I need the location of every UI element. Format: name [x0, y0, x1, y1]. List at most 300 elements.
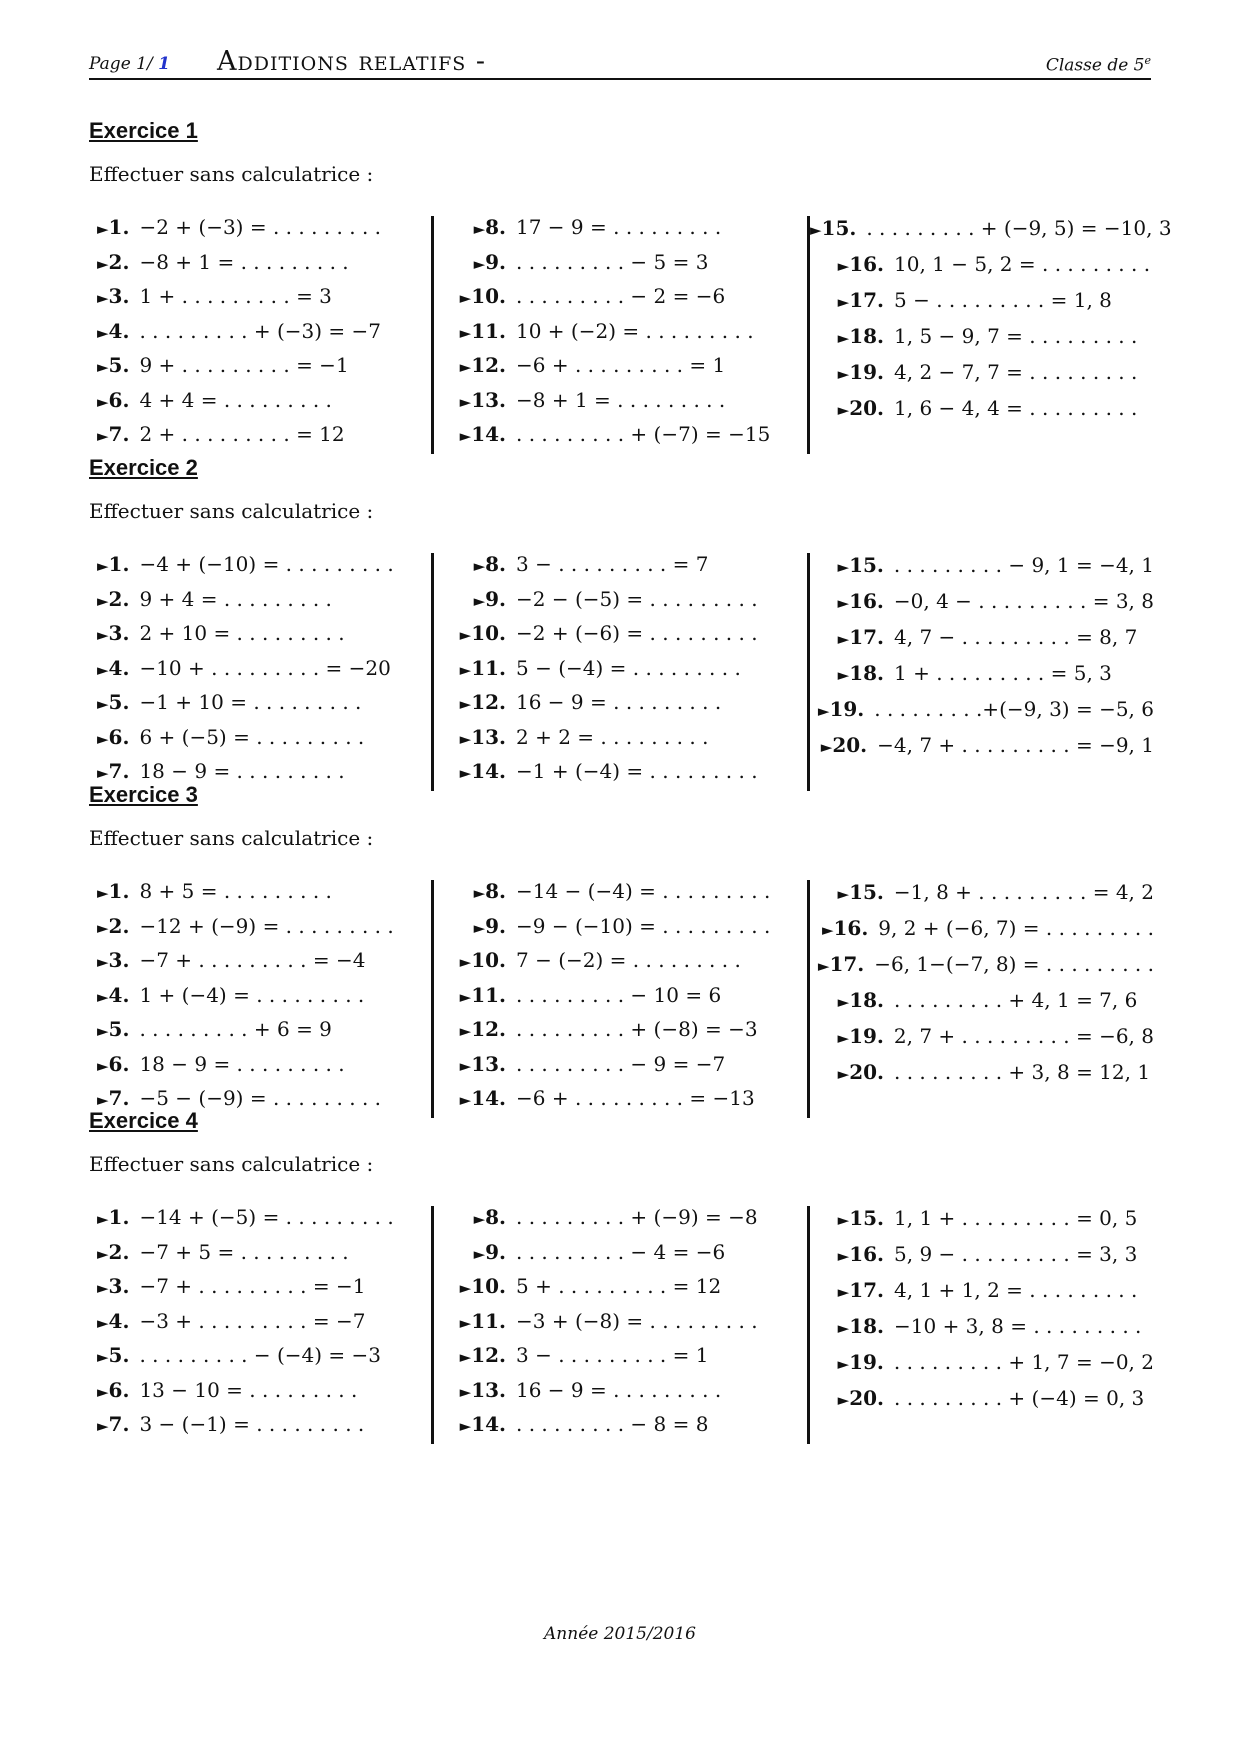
play-arrow-icon: ► [97, 1348, 109, 1366]
item-number [434, 943, 516, 978]
item-number [434, 582, 516, 617]
exercise-column [431, 553, 810, 791]
play-arrow-icon: ► [97, 392, 109, 411]
exercise-item [434, 720, 810, 755]
play-arrow-icon: ► [837, 993, 850, 1011]
exercise-section [89, 455, 1154, 791]
play-arrow-icon: ► [97, 323, 109, 342]
item-number-text: 19. [829, 697, 865, 721]
exercise-columns [89, 1205, 1154, 1444]
item-number [97, 1235, 139, 1270]
exercise-item [89, 874, 431, 909]
play-arrow-icon: ► [837, 1029, 850, 1047]
item-number-text: 9. [485, 1239, 506, 1264]
item-number-text: 5. [108, 1343, 130, 1367]
item-expression: 4, 1 + 1, 2 = . . . . . . . . . [894, 1278, 1138, 1302]
item-expression: 9, 2 + (−6, 7) = . . . . . . . . . [878, 916, 1154, 940]
item-expression: 2 + 10 = . . . . . . . . . [139, 621, 345, 645]
exercise-item-list [434, 874, 810, 1116]
item-number-text: 3. [108, 1274, 130, 1298]
item-number [97, 685, 139, 720]
item-number [434, 348, 516, 383]
exercise-item [810, 318, 1154, 354]
item-expression: −6 + . . . . . . . . . = −13 [516, 1086, 755, 1110]
item-expression: −12 + (−9) = . . . . . . . . . [139, 913, 394, 938]
item-number [97, 582, 139, 617]
item-expression: 2 + 2 = . . . . . . . . . [516, 724, 709, 749]
exercise-item [810, 1236, 1154, 1272]
exercise-item [89, 1304, 431, 1339]
item-number [97, 1304, 139, 1339]
item-number [434, 720, 516, 755]
exercise-item [434, 616, 810, 651]
item-number-text: 20. [832, 733, 868, 757]
item-expression: 3 − . . . . . . . . . = 1 [516, 1343, 709, 1367]
exercise-column [431, 880, 810, 1118]
page-header [89, 42, 1151, 80]
item-number [97, 720, 139, 755]
exercise-item [810, 1344, 1154, 1380]
play-arrow-icon: ► [97, 626, 109, 644]
item-expression: −7 + . . . . . . . . . = −1 [139, 1274, 366, 1298]
exercise-item-list [89, 210, 431, 452]
item-number-text: 11. [471, 318, 506, 343]
item-number [97, 547, 139, 582]
play-arrow-icon: ► [97, 254, 109, 273]
exercise-item [89, 348, 431, 383]
item-number [97, 348, 139, 383]
exercise-item [434, 909, 810, 944]
item-expression: 1 + . . . . . . . . . = 3 [139, 284, 332, 308]
play-arrow-icon: ► [837, 630, 850, 648]
item-number-text: 11. [471, 1308, 506, 1333]
play-arrow-icon: ► [459, 660, 472, 679]
item-expression: −10 + 3, 8 = . . . . . . . . . [894, 1314, 1142, 1338]
item-number [434, 210, 516, 245]
play-arrow-icon: ► [459, 1313, 472, 1332]
exercise-item [89, 943, 431, 978]
play-arrow-icon: ► [97, 427, 109, 445]
item-number-text: 17. [829, 952, 865, 976]
item-number [810, 1272, 894, 1308]
play-arrow-icon: ► [459, 764, 472, 782]
exercise-item [434, 1373, 810, 1408]
exercise-item-list [89, 874, 431, 1116]
item-number [810, 1344, 894, 1380]
item-expression: 18 − 9 = . . . . . . . . . [139, 1051, 345, 1076]
item-number-text: 6. [108, 387, 130, 412]
item-expression: 1 + (−4) = . . . . . . . . . [139, 982, 365, 1007]
item-expression: . . . . . . . . . + (−9) = −8 [516, 1205, 758, 1229]
exercise-column [89, 216, 431, 454]
item-number [434, 547, 516, 582]
exercise-item [810, 1380, 1154, 1416]
item-expression: 17 − 9 = . . . . . . . . . [516, 215, 722, 239]
item-number [97, 1269, 139, 1304]
play-arrow-icon: ► [837, 329, 850, 347]
item-number-text: 10. [471, 621, 506, 645]
item-number-text: 1. [108, 215, 130, 239]
item-number-text: 5. [108, 1017, 130, 1041]
item-number [434, 616, 516, 651]
exercise-item [89, 1407, 431, 1442]
exercise-title: Exercice 1 [89, 118, 198, 143]
exercise-item [810, 727, 1154, 763]
item-number-text: 12. [471, 1343, 506, 1367]
play-arrow-icon: ► [459, 392, 472, 411]
play-arrow-icon: ► [97, 1279, 109, 1297]
item-number [97, 1047, 139, 1082]
item-number [434, 1200, 516, 1235]
item-number-text: 14. [471, 422, 506, 446]
play-arrow-icon: ► [97, 289, 109, 307]
item-number-text: 19. [849, 1024, 884, 1048]
item-number-text: 18. [849, 661, 884, 685]
exercise-item [810, 655, 1154, 691]
item-number-text: 7. [108, 759, 130, 783]
item-number-text: 7. [108, 1086, 130, 1110]
item-expression: −14 − (−4) = . . . . . . . . . [516, 879, 771, 903]
item-expression: −8 + 1 = . . . . . . . . . [139, 249, 349, 274]
exercise-item [810, 1054, 1154, 1090]
item-number [434, 383, 516, 418]
item-expression: 10 + (−2) = . . . . . . . . . [516, 318, 754, 343]
item-number [97, 651, 139, 686]
exercise-item [89, 547, 431, 582]
exercise-item [89, 383, 431, 418]
play-arrow-icon: ► [837, 1283, 850, 1301]
item-number [810, 318, 894, 354]
exercise-item [810, 547, 1154, 583]
item-expression: 10, 1 − 5, 2 = . . . . . . . . . [894, 252, 1151, 276]
item-number [97, 279, 139, 314]
play-arrow-icon: ► [817, 702, 830, 720]
item-expression: . . . . . . . . . − 2 = −6 [516, 284, 726, 308]
item-number [97, 383, 139, 418]
exercise-item [434, 874, 810, 909]
play-arrow-icon: ► [97, 1313, 109, 1332]
exercise-item-list [89, 1200, 431, 1442]
class-level [1046, 54, 1151, 76]
item-expression: 7 − (−2) = . . . . . . . . . [516, 948, 741, 972]
exercise-item [89, 1235, 431, 1270]
item-number-text: 5. [108, 353, 130, 377]
exercise-column [89, 880, 431, 1118]
item-number-text: 9. [485, 913, 506, 938]
item-number [434, 685, 516, 720]
play-arrow-icon: ► [837, 1247, 850, 1265]
play-arrow-icon: ► [97, 591, 109, 610]
item-expression: . . . . . . . . . − 4 = −6 [516, 1239, 726, 1264]
item-expression: 16 − 9 = . . . . . . . . . [516, 690, 722, 714]
item-expression: −5 − (−9) = . . . . . . . . . [139, 1086, 382, 1110]
item-number [97, 943, 139, 978]
exercise-item [434, 314, 810, 349]
exercise-item [810, 210, 1172, 246]
item-expression: . . . . . . . . . + (−8) = −3 [516, 1017, 758, 1041]
item-number-text: 4. [108, 655, 130, 680]
item-expression: . . . . . . . . . + (−3) = −7 [139, 318, 382, 343]
item-number [434, 909, 516, 944]
exercise-item [810, 910, 1154, 946]
item-number-text: 16. [849, 252, 884, 276]
item-expression: 5 − (−4) = . . . . . . . . . [516, 655, 741, 680]
item-number [434, 1373, 516, 1408]
play-arrow-icon: ► [97, 557, 109, 575]
item-expression: 1, 5 − 9, 7 = . . . . . . . . . [894, 324, 1138, 348]
play-arrow-icon: ► [459, 1279, 472, 1297]
document-title: Additions relatifs - [217, 46, 487, 77]
exercise-item [810, 1308, 1154, 1344]
item-number-text: 3. [108, 948, 130, 972]
item-number-text: 3. [108, 621, 130, 645]
item-expression: . . . . . . . . .+(−9, 3) = −5, 6 [874, 697, 1154, 721]
item-number [97, 245, 139, 280]
item-number-text: 16. [849, 1242, 884, 1266]
item-number [434, 1304, 516, 1339]
play-arrow-icon: ► [97, 987, 109, 1006]
item-number-text: 12. [471, 1017, 506, 1041]
exercise-item [434, 1012, 810, 1047]
item-expression: . . . . . . . . . − 10 = 6 [516, 982, 722, 1007]
item-expression: −8 + 1 = . . . . . . . . . [516, 387, 726, 412]
play-arrow-icon: ► [837, 1319, 850, 1337]
item-number [97, 417, 139, 452]
item-number-text: 16. [849, 589, 884, 613]
item-number [810, 1018, 894, 1054]
exercise-item [810, 874, 1154, 910]
item-number [434, 651, 516, 686]
exercise-columns [89, 552, 1154, 791]
item-number [810, 583, 894, 619]
exercise-item [434, 210, 810, 245]
exercise-item [810, 946, 1154, 982]
item-number-text: 10. [471, 284, 506, 308]
play-arrow-icon: ► [459, 323, 472, 342]
item-number [97, 1407, 139, 1442]
play-arrow-icon: ► [97, 1244, 109, 1263]
item-number [810, 354, 894, 390]
item-number [810, 1054, 894, 1090]
exercise-item [434, 582, 810, 617]
exercise-item [434, 1407, 810, 1442]
item-number [810, 910, 878, 946]
item-number [97, 874, 139, 909]
item-expression: −6, 1−(−7, 8) = . . . . . . . . . [874, 952, 1154, 976]
exercise-item [434, 1304, 810, 1339]
item-number-text: 2. [108, 586, 130, 611]
item-expression: 1, 6 − 4, 4 = . . . . . . . . . [894, 396, 1138, 420]
item-number-text: 8. [485, 879, 506, 903]
play-arrow-icon: ► [97, 1382, 109, 1401]
item-number [434, 245, 516, 280]
item-number-text: 4. [108, 982, 130, 1007]
exercise-item [89, 1012, 431, 1047]
item-number [810, 619, 894, 655]
item-number-text: 6. [108, 1377, 130, 1402]
play-arrow-icon: ► [459, 289, 472, 307]
item-number-text: 1. [108, 1205, 130, 1229]
item-number-text: 19. [849, 1350, 884, 1374]
play-arrow-icon: ► [97, 1091, 109, 1109]
item-expression: −10 + . . . . . . . . . = −20 [139, 655, 391, 680]
exercise-item [89, 1200, 431, 1235]
item-expression: −6 + . . . . . . . . . = 1 [516, 353, 726, 377]
exercise-item [810, 246, 1154, 282]
item-number-text: 15. [849, 880, 884, 904]
page-total-link[interactable]: 1 [158, 54, 170, 74]
exercise-item-list [434, 1200, 810, 1442]
item-number [434, 1338, 516, 1373]
exercise-item [434, 547, 810, 582]
item-number-text: 14. [471, 759, 506, 783]
exercise-section [89, 1108, 1154, 1444]
exercise-column [807, 880, 1154, 1118]
item-expression: −2 + (−3) = . . . . . . . . . [139, 215, 382, 239]
item-number [810, 691, 874, 727]
play-arrow-icon: ► [837, 1355, 850, 1373]
play-arrow-icon: ► [459, 695, 472, 713]
item-number [97, 314, 139, 349]
item-expression: 13 − 10 = . . . . . . . . . [139, 1377, 358, 1402]
play-arrow-icon: ► [473, 918, 486, 937]
item-number-text: 17. [849, 1278, 884, 1302]
item-expression: −1 + (−4) = . . . . . . . . . [516, 759, 758, 783]
item-number-text: 10. [471, 948, 506, 972]
exercise-item [434, 1047, 810, 1082]
item-number-text: 20. [849, 1386, 884, 1410]
item-number-text: 9. [485, 586, 506, 611]
item-number [810, 210, 866, 246]
exercise-item [89, 279, 431, 314]
exercise-item [89, 210, 431, 245]
item-expression: . . . . . . . . . − (−4) = −3 [139, 1343, 382, 1367]
item-number-text: 7. [108, 1412, 130, 1436]
item-number-text: 12. [471, 353, 506, 377]
item-expression: 3 − (−1) = . . . . . . . . . [139, 1412, 365, 1436]
item-expression: . . . . . . . . . + 6 = 9 [139, 1017, 332, 1041]
play-arrow-icon: ► [473, 1244, 486, 1263]
item-expression: . . . . . . . . . − 8 = 8 [516, 1412, 709, 1436]
item-expression: 8 + 5 = . . . . . . . . . [139, 879, 332, 903]
page-label: Page 1/ [89, 54, 153, 74]
item-number [810, 727, 877, 763]
item-expression: −9 − (−10) = . . . . . . . . . [516, 913, 771, 938]
item-expression: 16 − 9 = . . . . . . . . . [516, 1377, 722, 1402]
item-number-text: 4. [108, 318, 130, 343]
exercise-item [810, 390, 1154, 426]
exercise-item-list [434, 210, 810, 452]
item-number [434, 1012, 516, 1047]
exercise-item [810, 982, 1154, 1018]
item-expression: 1, 1 + . . . . . . . . . = 0, 5 [894, 1206, 1138, 1230]
play-arrow-icon: ► [837, 1211, 850, 1229]
exercise-column [807, 1206, 1154, 1444]
item-expression: 6 + (−5) = . . . . . . . . . [139, 724, 365, 749]
item-number-text: 13. [471, 1377, 506, 1402]
item-number-text: 15. [849, 553, 884, 577]
play-arrow-icon: ► [97, 1022, 109, 1040]
item-number [434, 1269, 516, 1304]
exercise-item-list [810, 210, 1172, 426]
play-arrow-icon: ► [473, 220, 486, 238]
exercise-item [810, 282, 1154, 318]
play-arrow-icon: ► [459, 1417, 472, 1435]
item-expression: 2, 7 + . . . . . . . . . = −6, 8 [893, 1024, 1154, 1048]
play-arrow-icon: ► [459, 729, 472, 748]
exercise-item [434, 1200, 810, 1235]
item-expression: −7 + . . . . . . . . . = −4 [139, 948, 366, 972]
exercise-item [89, 616, 431, 651]
exercise-item [89, 651, 431, 686]
exercise-item [89, 909, 431, 944]
item-number [97, 1200, 139, 1235]
exercise-item [89, 685, 431, 720]
item-number-text: 16. [833, 916, 869, 940]
item-number-text: 20. [849, 1060, 884, 1084]
item-number-text: 15. [821, 216, 857, 240]
item-number-text: 13. [471, 387, 506, 412]
exercise-item [89, 720, 431, 755]
item-number-text: 11. [471, 982, 506, 1007]
item-number [810, 655, 894, 691]
item-expression: −7 + 5 = . . . . . . . . . [139, 1239, 349, 1264]
item-number [810, 246, 894, 282]
item-number [434, 1407, 516, 1442]
item-number [810, 282, 894, 318]
item-number [810, 1380, 894, 1416]
item-number [97, 909, 139, 944]
item-number [434, 279, 516, 314]
exercise-instruction: Effectuer sans calculatrice : [89, 826, 374, 850]
exercise-column [431, 1206, 810, 1444]
exercise-instruction: Effectuer sans calculatrice : [89, 162, 374, 186]
exercise-item-list [810, 1200, 1154, 1416]
item-expression: −2 + (−6) = . . . . . . . . . [516, 621, 758, 645]
exercise-item [89, 1047, 431, 1082]
play-arrow-icon: ► [837, 558, 850, 576]
exercise-instruction: Effectuer sans calculatrice : [89, 499, 374, 523]
item-number-text: 14. [471, 1086, 506, 1110]
item-expression: 5, 9 − . . . . . . . . . = 3, 3 [894, 1242, 1138, 1266]
item-number [810, 1236, 894, 1272]
play-arrow-icon: ► [837, 666, 850, 684]
item-expression: −3 + (−8) = . . . . . . . . . [516, 1308, 758, 1333]
item-expression: −3 + . . . . . . . . . = −7 [139, 1308, 366, 1333]
item-expression: . . . . . . . . . + 4, 1 = 7, 6 [894, 988, 1138, 1012]
item-expression: . . . . . . . . . − 9 = −7 [516, 1051, 726, 1076]
exercise-column [807, 553, 1154, 791]
item-expression: −4 + (−10) = . . . . . . . . . [139, 552, 394, 576]
play-arrow-icon: ► [473, 254, 486, 273]
exercise-column [89, 553, 431, 791]
item-expression: 4, 7 − . . . . . . . . . = 8, 7 [894, 625, 1138, 649]
exercise-item [810, 583, 1154, 619]
item-number [810, 874, 894, 910]
item-expression: 5 − . . . . . . . . . = 1, 8 [894, 288, 1112, 312]
page-footer: Année 2015/2016 [544, 1624, 696, 1644]
play-arrow-icon: ► [97, 729, 109, 748]
exercise-item [810, 1272, 1154, 1308]
item-expression: . . . . . . . . . − 9, 1 = −4, 1 [893, 553, 1154, 577]
item-number-text: 8. [485, 552, 506, 576]
play-arrow-icon: ► [97, 764, 109, 782]
play-arrow-icon: ► [459, 427, 472, 445]
play-arrow-icon: ► [810, 221, 822, 239]
item-expression: 18 − 9 = . . . . . . . . . [139, 759, 345, 783]
exercise-item-list [810, 547, 1154, 763]
play-arrow-icon: ► [473, 591, 486, 610]
